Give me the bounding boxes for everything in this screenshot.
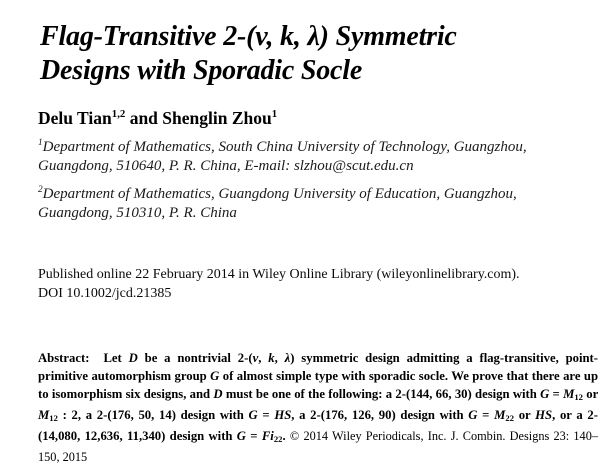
text-segment: , or a 2-(14,080, 12,636, 11,340) design with <box>38 408 598 444</box>
affiliation-2 <box>38 185 598 223</box>
text-segment: , <box>258 351 269 365</box>
text-segment: or <box>582 387 598 401</box>
text-segment: M <box>563 387 575 401</box>
affiliation-1-marker: 1 <box>38 138 43 148</box>
text-segment: of almost simple type with sporadic socle. We prove that there are up to isomorphism six designs, and <box>38 369 598 401</box>
text-segment: = <box>257 408 275 423</box>
text-segment: M <box>494 408 506 423</box>
text-segment: and Shenglin Zhou <box>125 108 272 128</box>
published-line: Published online 22 February 2014 in Wiley Online Library (wileyonlinelibrary.com). <box>38 267 520 282</box>
text-segment: G <box>540 387 550 401</box>
text-segment: G <box>236 429 246 444</box>
text-segment: k <box>268 351 275 365</box>
published-info <box>38 266 598 303</box>
text-segment: 1,2 <box>111 108 126 121</box>
text-segment: Fi <box>261 429 274 444</box>
text-segment: 22 <box>505 413 514 424</box>
text-segment: G <box>468 408 478 423</box>
text-segment: , <box>274 351 285 365</box>
text-segment: D <box>213 387 223 401</box>
text-segment: or <box>514 408 536 423</box>
text-segment: must be one of the following: a 2-(144, 66, 30) design with <box>222 387 541 401</box>
authors-line <box>38 108 598 129</box>
text-segment: : 2, a 2-(176, 50, 14) design with <box>57 408 249 423</box>
text-segment: D <box>128 351 138 365</box>
text-segment: v <box>252 351 259 365</box>
text-segment: = <box>245 429 262 444</box>
title-line-2: Designs with Sporadic Socle <box>40 55 363 86</box>
text-segment: = <box>477 408 495 423</box>
text-segment: G <box>248 408 258 423</box>
text-segment: M <box>38 408 50 423</box>
affiliation-1-line-2: Guangdong, 510640, P. R. China, E-mail: slzhou@scut.edu.cn <box>38 158 414 174</box>
text-segment: HS <box>274 408 292 423</box>
affiliation-2-line-2: Guangdong, 510310, P. R. China <box>38 205 237 221</box>
affiliation-2-line-1: Department of Mathematics, Guangdong University of Education, Guangzhou, <box>42 186 517 202</box>
text-segment: ) symmetric design admitting a flag-transitive, point-primitive automorphism group <box>38 351 599 383</box>
text-segment: Let <box>103 351 129 365</box>
text-segment: . <box>282 429 290 444</box>
text-segment: Delu Tian <box>38 108 112 128</box>
text-segment: Abstract: <box>38 351 90 365</box>
text-segment: λ <box>284 351 291 365</box>
text-segment: G <box>210 369 220 383</box>
doi-line: DOI 10.1002/jcd.21385 <box>38 285 172 301</box>
text-segment: , a 2-(176, 126, 90) design with <box>291 408 469 423</box>
text-segment: HS <box>535 408 553 423</box>
affiliation-2-marker: 2 <box>38 185 43 195</box>
text-segment: 12 <box>574 392 583 403</box>
abstract-paragraph <box>38 349 598 466</box>
title-line-1: Flag-Transitive 2-(v, k, λ) Symmetric <box>40 21 457 52</box>
text-segment: 12 <box>49 413 58 424</box>
text-segment: © 2014 Wiley Periodicals, Inc. J. Combin. Designs 23: 140–150, 2015 <box>38 429 599 465</box>
paper-title <box>40 20 598 88</box>
affiliation-1-line-1: Department of Mathematics, South China University of Technology, Guangzhou, <box>42 139 527 155</box>
text-segment: be a nontrivial 2-( <box>137 351 253 365</box>
text-segment: 22 <box>273 434 283 445</box>
text-segment: 1 <box>271 108 278 121</box>
text-segment: = <box>549 387 564 401</box>
affiliation-1 <box>38 138 598 176</box>
